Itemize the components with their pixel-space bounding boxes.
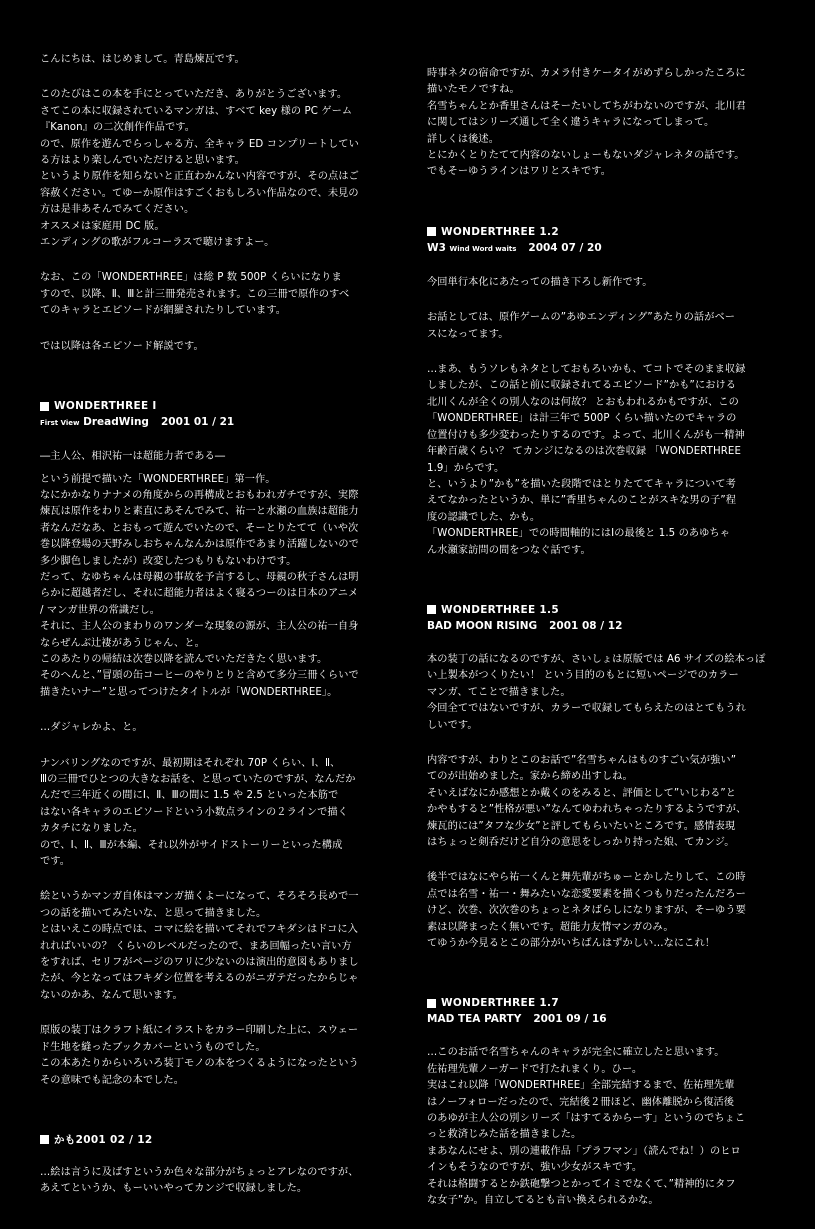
section-paragraph: 後半ではなにやら祐一くんと舞先輩がちゅーとかしたりして、この時 点では名雪・祐一・舞みたいな恋愛要素を描くつもりだったんだろー けど、次巻、次次巻のちょっとネタばらしになりますが、そーゆう要 素は以降まったく無いです。超能力友情マンガのみ。 てゆうか今見るとこの部分がいちばんはずかしい…なにこれ！ xyxy=(427,872,746,950)
section-date: 2001 09 / 16 xyxy=(533,1013,607,1026)
square-bullet-icon xyxy=(427,605,436,614)
section-paragraph: 絵というかマンガ自体はマンガ描くよーになって、そろそろ長めで一 つの話を描いてみたいな、と思って描きました。 とはいえこの時点では、コマに絵を描いてそれでフキダシはドコに入 れればいいの？ くらいのレベルだったので、まあ回幅ったい言い方 をすれば、セリフがページのワリに少ないのは演出的意図もありまし たが、今となってはフキダシ位置を考えるのがニガテだったからじゃ ないのかあ、なんて思います。 xyxy=(40,891,359,1001)
section-subtitle: BAD MOON RISING xyxy=(427,619,538,632)
section-paragraph: お話としては、原作ゲームの”あゆエンディング”あたりの話がベー スになってます。 xyxy=(427,312,736,340)
right-column xyxy=(427,66,779,1229)
section-paragraph: 内容ですが、わりとこのお話で”名雪ちゃんはものすごい気が強い” てのが出始めました。家から締め出すしね。 そいえばなにか感想とか戴くのをみると、評価として”いじわる”と かやもすると”性格が悪い”なんてゆわれちゃったりするようですが、 煉瓦的には”タフな少女”と評してもらいたいところです。感情表現 はちょっと剣呑だけど自分の意思をしっかり持った娘、てカンジ。 xyxy=(427,754,747,848)
section-date: 2004 07 / 20 xyxy=(528,241,602,254)
square-bullet-icon xyxy=(40,1135,49,1144)
section-paragraph: という前提で描いた「WONDERTHREE」第一作。 なにかかなりナナメの角度からの再構成とおもわれガチですが、実際 煉瓦は原作をわりと素直にあそんでみて、祐一と水瀬の血族は超能力 者なんだなあ、とおもって遊んでいたので、そーとりたてて（いや次 巻以降登場の天野みしおちゃんなんかは原作であまり活躍しないので 多少脚色しましたが）改変したつもりもないわけです。 だって、なゆちゃんは母親の事故を予言するし、母親の秋子さんは明 らかに超越者だし、それに超能力者はよく寝るつーのは日本のアニメ / マンガ世界の常識だし。 それに、主人公のまわりのワンダーな現象の源が、主人公の祐一自身 ならぜんぶ辻褄があうじゃん、と。 このあたりの帰結は次巻以降を読んでいただきたく思います。 そのへんと、”冒頭の缶コーヒーのやりとりと含めて多分三冊くらいで 描きたいナー”と思ってつけたタイトルが「WONDERTHREE」。 xyxy=(40,473,359,698)
section-paragraph: …このお話で名雪ちゃんのキャラが完全に確立したと思います。 佐祐理先輩ノーガードで打たれまくり。ひー。 実はこれ以降「WONDERTHREE」全部完結するまで、佐祐理先輩 はノーフォローだったので、完結後２冊ほど、幽体離脱から復活後 のあゆが主人公の別シリーズ「はすてるからーす」というのでちょこ っと救済じみた話を描きました。 まあなんにせよ、別の連載作品「プラフマン」（読んでね！）のヒロ インもそうなのですが、強い少女がスキです。 それは格闘するとか鉄砲撃つとかってイミでなくて、”精神的にタフ な女子”か。自立してるとも言い換えられるかな。 xyxy=(427,1047,746,1207)
section-title: WONDERTHREE Ⅰ xyxy=(54,400,157,413)
intro-greeting: こんにちは、はじめまして。青島煉瓦です。 xyxy=(40,54,245,65)
section-date: 2001 01 / 21 xyxy=(160,416,235,429)
section-subtitle: W3 xyxy=(427,241,446,254)
section-date: 2001 02 / 12 xyxy=(75,1133,153,1146)
section-subtitle: MAD TEA PARTY xyxy=(427,1013,522,1026)
section-title: WONDERTHREE 1.2 xyxy=(441,225,559,238)
section-title: WONDERTHREE 1.7 xyxy=(441,997,559,1010)
premise-quote: ―主人公、相沢祐一は超能力者である― xyxy=(40,451,226,463)
section-paragraph: 本の装丁の話になるのですが、さいしょは原版では A6 サイズの絵本っぽ い上製本がつくりたい！ という目的のもとに短いページでのカラー マンガ、てことで描きました。 今回全てではないですが、カラーで収録してもらえたのはとてもうれ しいです。 xyxy=(427,653,766,731)
intro-paragraph: では以降は各エピソード解説です。 xyxy=(40,340,204,352)
section-heading-wonderthree-1 xyxy=(40,399,400,431)
section-paragraph: …絵は言うに及ばすというか色々な部分がちょっとアレなのですが、 あえてというか、もーいいやってカンジで収録しました。 xyxy=(40,1166,359,1195)
section-paragraph: …まあ、もうソレもネタとしておもろいかも、てコトでそのまま収録 しましたが、この話と前に収録されてるエピソード”かも”における 北川くんが全くの別人なのは何故？ とおもわれるかもですが、この 「WONDERTHREE」は計三年で 500P くらい描いたのでキャラの 位置付けも多少変わったりするのです。よって、北川くんがも一精神 年齢百歳くらい？ てカンジになるのは次巻収録 「WONDERTHREE 1.9」からです。 と、いうより”かも”を描いた段階ではとりたててキャラについて考 えてなかったというか、単に”香里ちゃんのことがスキな男の子”程 度の認識でした、かも。 「WONDERTHREE」での時間軸的にはⅠの最後と 1.5 のあゆちゃ ん水瀬家訪問の間をつなぐ話です。 xyxy=(427,364,746,556)
square-bullet-icon xyxy=(427,227,436,236)
section-heading-kamo xyxy=(40,1133,400,1147)
section-paragraph: 今回単行本化にあたっての描き下ろし新作です。 xyxy=(427,276,653,288)
left-column xyxy=(40,52,400,1217)
section-title: WONDERTHREE 1.5 xyxy=(441,603,559,616)
section-paragraph: …ダジャレかよ、と。 xyxy=(40,722,143,734)
square-bullet-icon xyxy=(40,402,49,411)
section-heading-wonderthree-1-7 xyxy=(427,996,779,1027)
section-heading-wonderthree-1-2 xyxy=(427,225,779,257)
section-paragraph: ナンバリングなのですが、最初期はそれぞれ 70P くらい、Ⅰ、Ⅱ、 Ⅲの三冊でひとつの大きなお話を、と思っていたのですが、なんだか んだで三年近くの間にⅠ、Ⅱ、Ⅲの間に 1.5 や 2.5 といった本筋で はない各キャラのエピソードという小数点ラインの２ラインで描く カタチになりました。 ので、Ⅰ、Ⅱ、Ⅲが本編、それ以外がサイドストーリーといった構成 です。 xyxy=(40,757,356,868)
continued-paragraph: 時事ネタの宿命ですが、カメラ付きケータイがめずらしかったころに 描いたモノですね。 名雪ちゃんとか香里さんはそーたいしてちがわないのですが、北川君 に関してはシリーズ通して全く違うキャラになってしまって。 詳しくは後述。 とにかくとりたてて内容のないしょーもないダジャレネタの話です。 でもそーゆうラインはワリとスキです。 xyxy=(427,68,746,178)
section-title: かも xyxy=(54,1133,76,1146)
square-bullet-icon xyxy=(427,999,436,1008)
section-paragraph: 原版の装丁はクラフト紙にイラストをカラー印刷した上に、スウェー ド生地を縫ったブックカバーというものでした。 この本あたりからいろいろ装丁モノの本をつくるようになったという その意味でも記念の本でした。 xyxy=(40,1025,359,1086)
section-subtitle-small: First View xyxy=(40,419,80,428)
section-date: 2001 08 / 12 xyxy=(549,619,623,632)
section-subtitle-small: Wind Word waits xyxy=(449,244,517,253)
section-heading-wonderthree-1-5 xyxy=(427,603,779,634)
section-subtitle: DreadWing xyxy=(83,416,149,429)
intro-paragraph: なお、この「WONDERTHREE」は総 P 数 500P くらいになりま すので、以降、Ⅱ、Ⅲと計三冊発売されます。この三冊で原作のすべ てのキャラとエピソードが網羅されたりしています。 xyxy=(40,272,350,317)
intro-paragraph: このたびはこの本を手にとっていただき、ありがとうございます。 さてこの本に収録されているマンガは、すべて key 様の PC ゲーム 『Kanon』の二次創作作品です。 ので、原作を遊んでらっしゃる方、全キャラ ED コンプリートしてい る方はより楽しんでいただけると思います。 というより原作を知らないと正直わかんない内容ですが、その点はご 容赦ください。てゆーか原作はすごくおもしろい作品なので、未見の 方は是非あそんでみてください。 オススメは家庭用 DC 版。 エンディングの歌がフルコーラスで聴けますよー。 xyxy=(40,89,359,249)
